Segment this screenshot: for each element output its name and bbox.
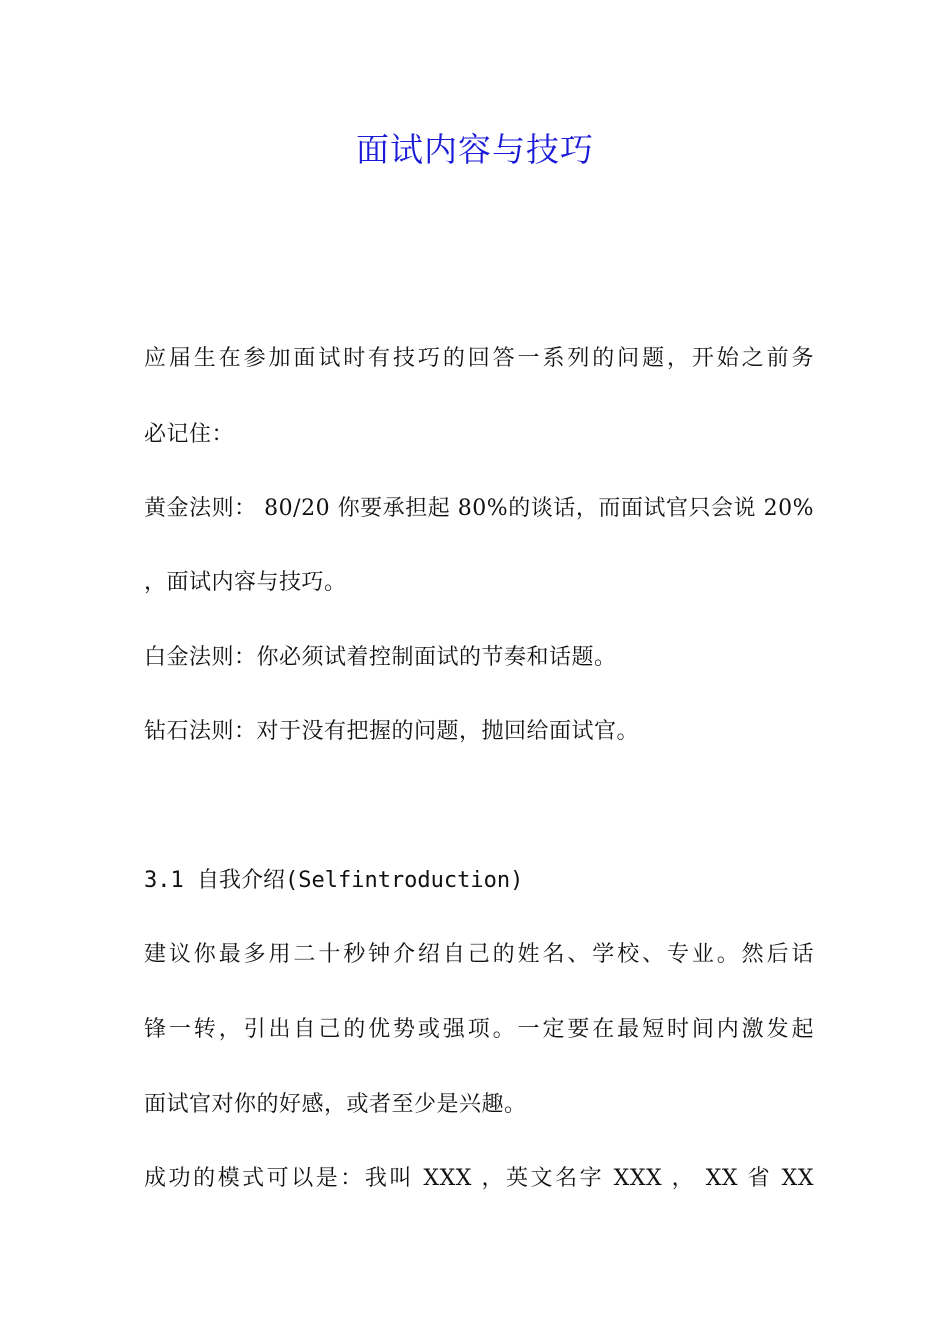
golden-rule-line-2: ，面试内容与技巧。 [144,570,347,595]
paragraph-line-1: 应届生在参加面试时有技巧的回答一系列的问题，开始之前务 [144,346,814,371]
self-intro-line-3: 面试官对你的好感，或者至少是兴趣。 [144,1092,527,1117]
self-intro-line-1: 建议你最多用二十秒钟介绍自己的姓名、学校、专业。然后话 [144,942,814,967]
golden-rule-line-1: 黄金法则： 80/20 你要承担起 80%的谈话，而面试官只会说 20% [144,496,814,521]
document-title: 面试内容与技巧 [356,130,594,169]
section-heading-self-introduction: 3.1 自我介绍(Selfintroduction) [144,868,524,893]
self-intro-line-2: 锋一转，引出自己的优势或强项。一定要在最短时间内激发起 [144,1017,814,1042]
platinum-rule-line: 白金法则：你必须试着控制面试的节奏和话题。 [144,645,617,670]
paragraph-line-2: 必记住： [144,422,235,447]
success-pattern-line: 成功的模式可以是：我叫 XXX ，英文名字 XXX ， XX 省 XX [144,1166,814,1191]
diamond-rule-line: 钻石法则：对于没有把握的问题，抛回给面试官。 [144,719,640,744]
